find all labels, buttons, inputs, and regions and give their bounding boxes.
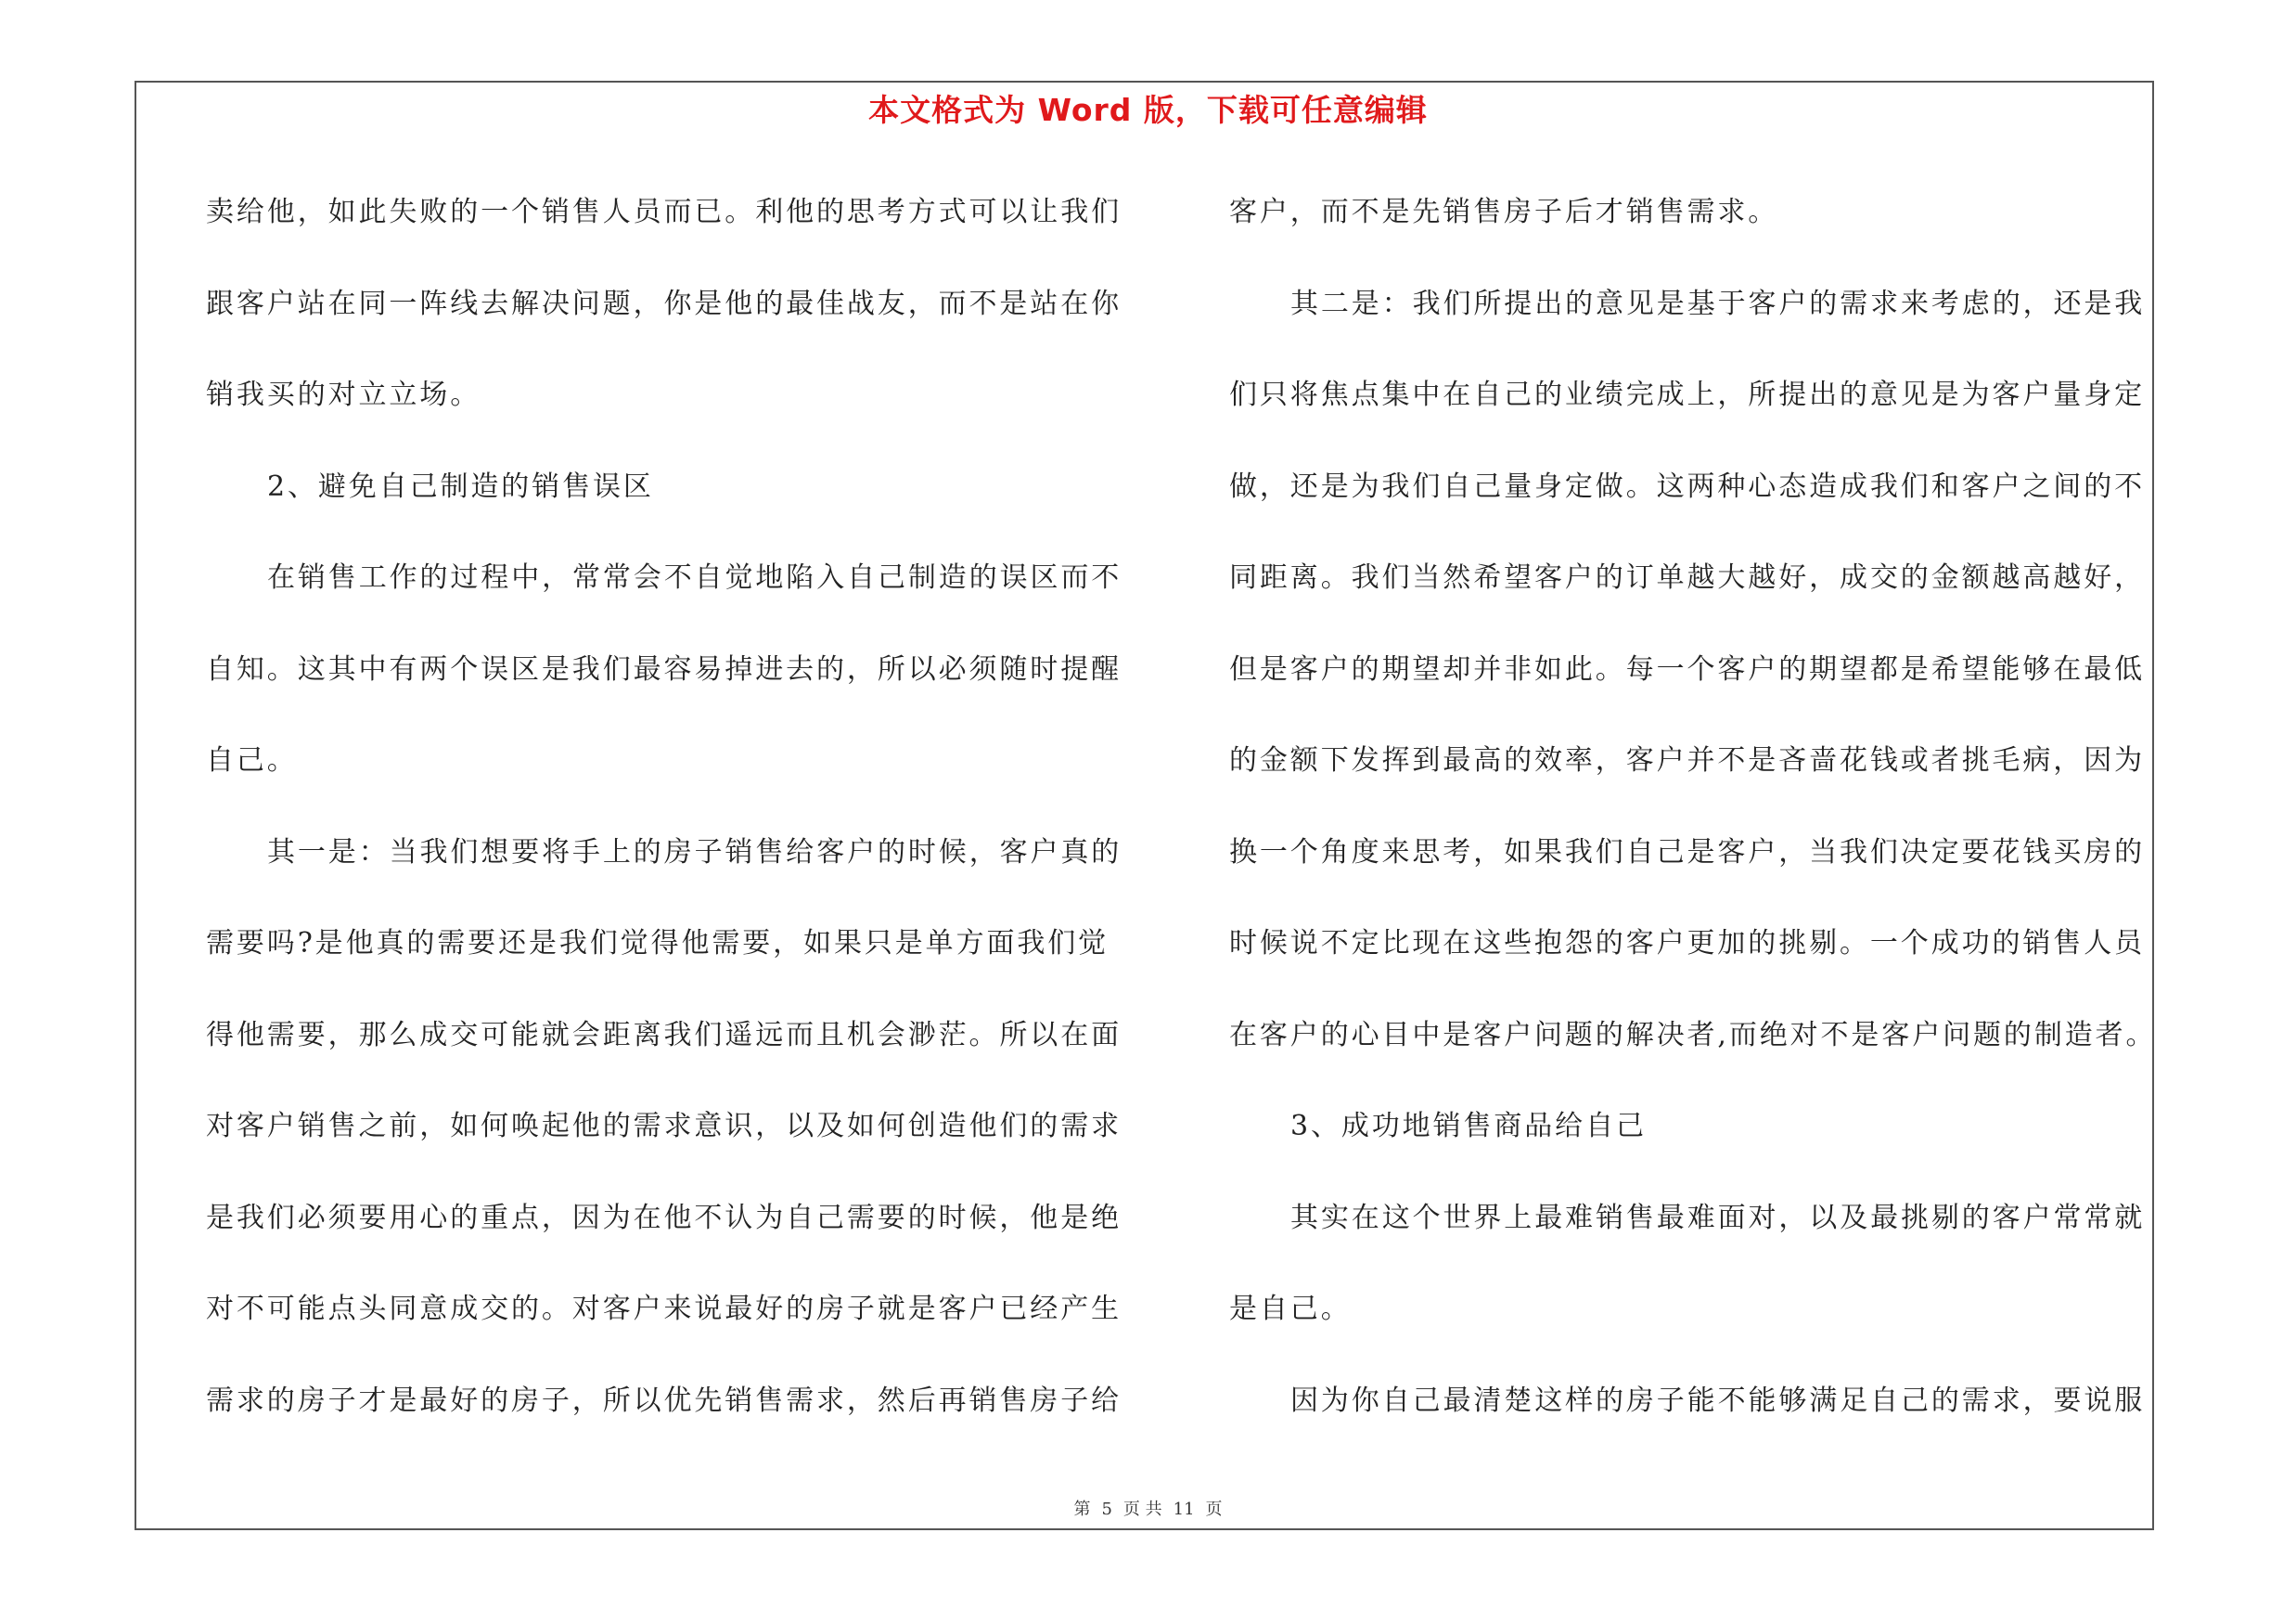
text-line: 是我们必须要用心的重点，因为在他不认为自己需要的时候，他是绝 (206, 1201, 1122, 1234)
text-line: 在销售工作的过程中，常常会不自觉地陷入自己制造的误区而不 (267, 561, 1122, 594)
text-line: 卖给他，如此失败的一个销售人员而已。利他的思考方式可以让我们 (206, 196, 1122, 228)
footer-prefix: 第 (1073, 1500, 1091, 1519)
text-line: 其二是：我们所提出的意见是基于客户的需求来考虑的，还是我 (1290, 287, 2146, 320)
text-line: 是自己。 (1229, 1293, 1352, 1325)
text-line: 在客户的心目中是客户问题的解决者,而绝对不是客户问题的制造者。 (1229, 1018, 2157, 1051)
page-number-footer (0, 1496, 2296, 1520)
text-line: 换一个角度来思考，如果我们自己是客户，当我们决定要花钱买房的 (1229, 835, 2145, 869)
text-line: 需要吗?是他真的需要还是我们觉得他需要，如果只是单方面我们觉 (206, 927, 1110, 960)
text-line: 对客户销售之前，如何唤起他的需求意识，以及如何创造他们的需求 (206, 1110, 1122, 1142)
text-line: 同距离。我们当然希望客户的订单越大越好，成交的金额越高越好， (1229, 561, 2145, 594)
text-line: 其一是：当我们想要将手上的房子销售给客户的时候，客户真的 (267, 835, 1122, 869)
footer-mid: 页 共 (1122, 1500, 1162, 1519)
text-line: 们只将焦点集中在自己的业绩完成上，所提出的意见是为客户量身定 (1229, 379, 2145, 411)
text-line: 但是客户的期望却并非如此。每一个客户的期望都是希望能够在最低 (1229, 652, 2145, 686)
text-line: 因为你自己最清楚这样的房子能不能够满足自己的需求，要说服 (1290, 1384, 2146, 1417)
text-line: 时候说不定比现在这些抱怨的客户更加的挑剔。一个成功的销售人员 (1229, 927, 2145, 960)
section-heading: 3、成功地销售商品给自己 (1290, 1110, 1647, 1142)
text-line: 跟客户站在同一阵线去解决问题，你是他的最佳战友，而不是站在你 (206, 287, 1122, 320)
text-line: 得他需要，那么成交可能就会距离我们遥远而且机会渺茫。所以在面 (206, 1018, 1122, 1051)
text-line: 销我买的对立立场。 (206, 379, 481, 411)
text-line: 做，还是为我们自己量身定做。这两种心态造成我们和客户之间的不 (1229, 470, 2145, 503)
current-page-number: 5 (1101, 1500, 1112, 1519)
left-column (206, 181, 1134, 1461)
text-line: 自知。这其中有两个误区是我们最容易掉进去的，所以必须随时提醒 (206, 652, 1122, 686)
footer-suffix: 页 (1205, 1500, 1223, 1519)
section-heading: 2、避免自己制造的销售误区 (267, 470, 654, 503)
text-line: 对不可能点头同意成交的。对客户来说最好的房子就是客户已经产生 (206, 1293, 1122, 1325)
text-line: 需求的房子才是最好的房子，所以优先销售需求，然后再销售房子给 (206, 1384, 1122, 1417)
text-line: 自己。 (206, 744, 298, 777)
right-column (1229, 181, 2166, 1461)
total-page-count: 11 (1173, 1500, 1195, 1519)
text-line: 客户，而不是先销售房子后才销售需求。 (1229, 196, 1779, 228)
text-line: 其实在这个世界上最难销售最难面对，以及最挑剔的客户常常就 (1290, 1201, 2146, 1234)
text-line: 的金额下发挥到最高的效率，客户并不是吝啬花钱或者挑毛病，因为 (1229, 744, 2145, 777)
word-format-banner: 本文格式为 Word 版，下载可任意编辑 (868, 92, 1428, 128)
